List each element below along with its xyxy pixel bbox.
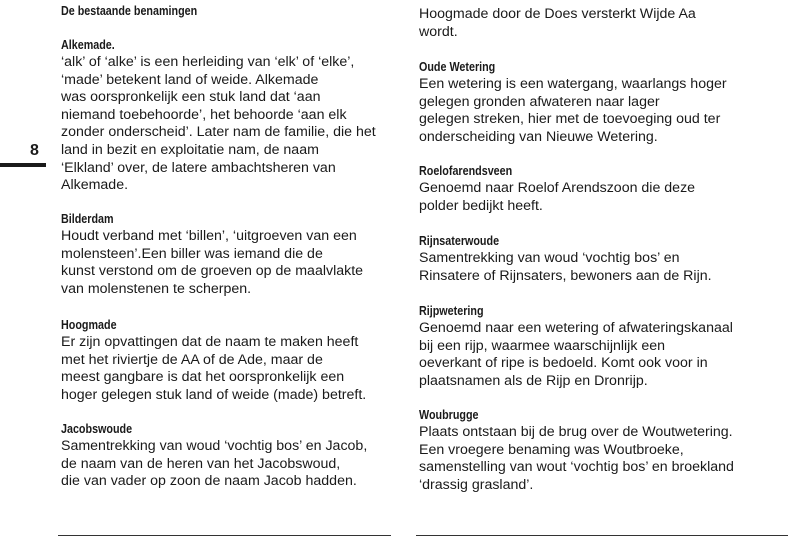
text-line: onderscheiding van Nieuwe Wetering. <box>419 128 658 145</box>
entry-title: Jacobswoude <box>61 422 133 436</box>
text-line: Alkemade. <box>61 177 129 194</box>
entry-body <box>61 228 363 298</box>
text-line: land in bezit en exploitatie nam, de naam <box>61 141 319 158</box>
text-line: ‘alk’ of ‘alke’ is een herleiding van ‘elk’ of ‘elke’, <box>61 54 355 70</box>
entry-bilderdam <box>61 210 363 298</box>
text-line: polder bedijkt heeft. <box>419 197 543 214</box>
footer-rule-left <box>58 535 391 536</box>
text-line: Samentrekking van woud ‘vochtig bos’ en <box>419 250 680 266</box>
text-line: zonder onderscheid’. Later nam de familie, die het <box>61 124 376 141</box>
entry-title: Rijnsaterwoude <box>419 234 500 248</box>
entry-body <box>61 334 366 404</box>
entry-title: Woubrugge <box>419 408 479 422</box>
text-line: Rinsatere of Rijnsaters, bewoners aan de Rijn. <box>419 267 712 284</box>
entry-title: Rijpwetering <box>419 304 484 318</box>
entry-title: Bilderdam <box>61 212 114 226</box>
entry-woubrugge <box>419 406 734 494</box>
text-line: die van vader op zoon de naam Jacob hadden. <box>61 473 357 490</box>
text-line: bij een rijp, waarmee waarschijnlijk een <box>419 337 666 354</box>
text-line: de naam van de heren van het Jacobswoud, <box>61 455 341 472</box>
entry-body <box>419 180 695 215</box>
text-line: Samentrekking van woud ‘vochtig bos’ en Jacob, <box>61 438 368 454</box>
text-line: Genoemd naar Roelof Arendszoon die deze <box>419 180 696 196</box>
entry-body <box>61 438 367 491</box>
text-line: meest gangbare is dat het oorspronkelijk een <box>61 369 345 386</box>
text-line: wordt. <box>419 23 458 40</box>
text-line: samenstelling van wout ‘vochtig bos’ en broekland <box>419 459 734 476</box>
entry-rijpwetering <box>419 302 733 390</box>
continuation-text <box>419 6 696 41</box>
entry-title: Alkemade. <box>61 38 115 52</box>
entry-body <box>61 54 376 195</box>
text-line: Er zijn opvattingen dat de naam te maken heeft <box>61 334 359 350</box>
entry-body <box>419 250 712 285</box>
text-line: gelegen streken, hier met de toevoeging oud ter <box>419 111 721 128</box>
margin-tab-bar <box>0 163 46 167</box>
entry-oude-wetering <box>419 58 727 146</box>
text-line: Plaats ontstaan bij de brug over de Woutwetering. <box>419 424 733 440</box>
footer-rule-right <box>416 535 788 536</box>
text-line: hoger gelegen stuk land of weide (made) betreft. <box>61 386 367 403</box>
entry-body <box>419 320 733 390</box>
text-line: Hoogmade door de Does versterkt Wijde Aa <box>419 6 696 22</box>
text-line: plaatsnamen als de Rijp en Dronrijp. <box>419 372 648 389</box>
text-line: ‘Elkland’ over, de latere ambachtsheren van <box>61 159 336 176</box>
text-line: was oorspronkelijk een stuk land dat ‘aan <box>61 89 321 106</box>
entry-hoogmade <box>61 316 366 404</box>
text-line: Genoemd naar een wetering of afwateringskanaal <box>419 320 733 336</box>
entry-alkemade <box>61 36 376 195</box>
entry-body <box>419 76 727 146</box>
entry-body <box>419 424 734 494</box>
text-line: molensteen’.Een biller was iemand die de <box>61 245 323 262</box>
entry-title: Roelofarendsveen <box>419 164 513 178</box>
entry-jacobswoude <box>61 420 367 491</box>
text-line: Een vroegere benaming was Woutbroeke, <box>419 441 684 458</box>
entry-roelofarendsveen <box>419 162 695 215</box>
section-heading: De bestaande benamingen <box>61 4 198 18</box>
text-line: kunst verstond om de groeven op de maalvlakte <box>61 263 364 280</box>
entry-rijnsaterwoude <box>419 232 712 285</box>
text-line: ‘drassig grasland’. <box>419 476 534 493</box>
text-line: niemand toebehoorde’, het behoorde ‘aan elk <box>61 106 347 123</box>
text-line: met het riviertje de AA of de Ade, maar de <box>61 351 323 368</box>
text-line: Een wetering is een watergang, waarlangs hoger <box>419 76 727 92</box>
text-line: van molenstenen te scherpen. <box>61 280 252 297</box>
text-line: oeverkant of ripe is bedoeld. Komt ook voor in <box>419 355 708 372</box>
page-number: 8 <box>30 142 39 159</box>
text-line: Houdt verband met ‘billen’, ‘uitgroeven van een <box>61 228 357 244</box>
text-line: ‘made’ betekent land of weide. Alkemade <box>61 71 319 88</box>
entry-title: Oude Wetering <box>419 60 496 74</box>
text-line: gelegen gronden afwateren naar lager <box>419 93 660 110</box>
entry-title: Hoogmade <box>61 318 117 332</box>
